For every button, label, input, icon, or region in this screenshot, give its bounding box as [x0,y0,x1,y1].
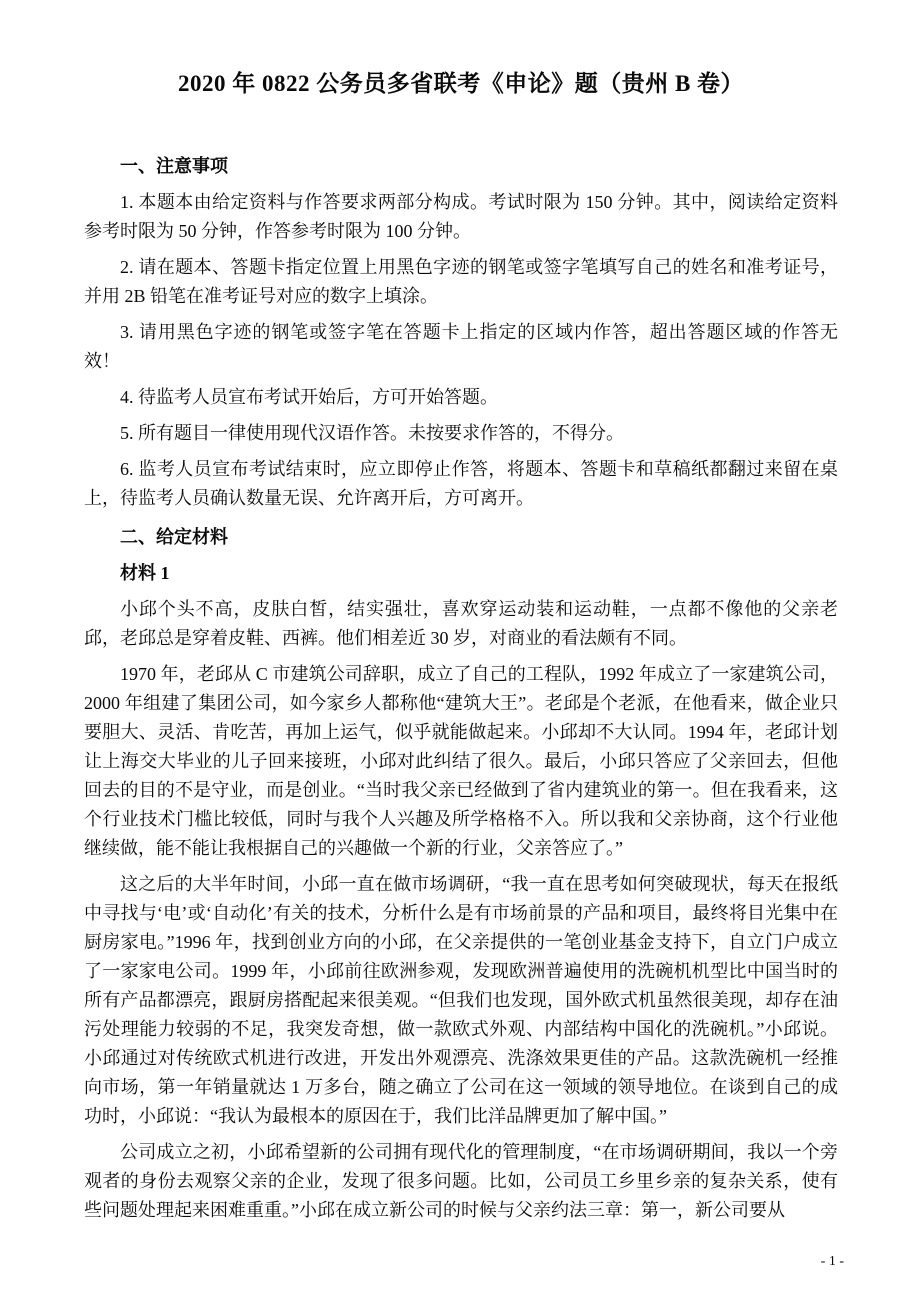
notice-section [84,152,838,513]
notice-item-2: 2. 请在题本、答题卡指定位置上用黑色字迹的钢笔或签字笔填写自己的姓名和准考证号，并用 2B 铅笔在准考证号对应的数字上填涂。 [84,257,838,306]
material-1-paragraph-1: 小邱个头不高，皮肤白皙，结实强壮，喜欢穿运动装和运动鞋，一点都不像他的父亲老邱，老邱总是穿着皮鞋、西裤。他们相差近 30 岁，对商业的看法颇有不同。 [84,599,838,648]
material-1-paragraph-2: 1970 年，老邱从 C 市建筑公司辞职，成立了自己的工程队，1992 年成立了一家建筑公司，2000 年组建了集团公司，如今家乡人都称他“建筑大王”。老邱是个老派，在他看来，做企业只要胆大、灵活、肯吃苦，再加上运气，似乎就能做起来。小邱却不大认同。1994 年，老邱计划让上海交大毕业的儿子回来接班，小邱对此纠结了很久。最后，小邱只答应了父亲回去，但他回去的目的不是守业，而是创业。“当时我父亲已经做到了省内建筑业的第一。但在我看来，这个行业技术门槛比较低，同时与我个人兴趣及所学格格不入。所以我和父亲协商，这个行业他继续做，能不能让我根据自己的兴趣做一个新的行业，父亲答应了。” [84,664,838,858]
notice-item-6: 6. 监考人员宣布考试结束时，应立即停止作答，将题本、答题卡和草稿纸都翻过来留在桌上，待监考人员确认数量无误、允许离开后，方可离开。 [84,459,838,508]
material-1-subheading: 材料 1 [120,563,170,583]
notice-item-5: 5. 所有题目一律使用现代汉语作答。未按要求作答的，不得分。 [120,423,624,443]
material-1-paragraph-4: 公司成立之初，小邱希望新的公司拥有现代化的管理制度，“在市场调研期间，我以一个旁观者的身份去观察父亲的企业，发现了很多问题。比如，公司员工乡里乡亲的复杂关系，使有些问题处理起来困难重重。”小邱在成立新公司的时候与父亲约法三章：第一，新公司要从 [84,1142,838,1220]
document-title: 2020 年 0822 公务员多省联考《申论》题（贵州 B 卷） [177,71,745,96]
notice-item-3: 3. 请用黑色字迹的钢笔或签字笔在答题卡上指定的区域内作答，超出答题区域的作答无效！ [84,322,838,371]
material-1-paragraph-3: 这之后的大半年时间，小邱一直在做市场调研，“我一直在思考如何突破现状，每天在报纸中寻找与‘电’或‘自动化’有关的技术，分析什么是有市场前景的产品和项目，最终将目光集中在厨房家电。”1996 年，找到创业方向的小邱，在父亲提供的一笔创业基金支持下，自立门户成立了一家家电公司。1999 年，小邱前往欧洲参观，发现欧洲普遍使用的洗碗机机型比中国当时的所有产品都漂亮，跟厨房搭配起来很美观。“但我们也发现，国外欧式机虽然很美现，却存在油污处理能力较弱的不足，我突发奇想，做一款欧式外观、内部结构中国化的洗碗机。”小邱说。小邱通过对传统欧式机进行改进，开发出外观漂亮、洗涤效果更佳的产品。这款洗碗机一经推向市场，第一年销量就达 1 万多台，随之确立了公司在这一领域的领导地位。在谈到自己的成功时，小邱说：“我认为最根本的原因在于，我们比洋品牌更加了解中国。” [84,874,838,1126]
page-number: - 1 - [820,1254,844,1269]
notice-heading: 一、注意事项 [120,156,228,176]
materials-section [84,523,838,1225]
materials-heading: 二、给定材料 [120,527,228,547]
notice-item-4: 4. 待监考人员宣布考试开始后，方可开始答题。 [120,387,498,407]
notice-item-1: 1. 本题本由给定资料与作答要求两部分构成。考试时限为 150 分钟。其中，阅读给定资料参考时限为 50 分钟，作答参考时限为 100 分钟。 [84,192,838,241]
